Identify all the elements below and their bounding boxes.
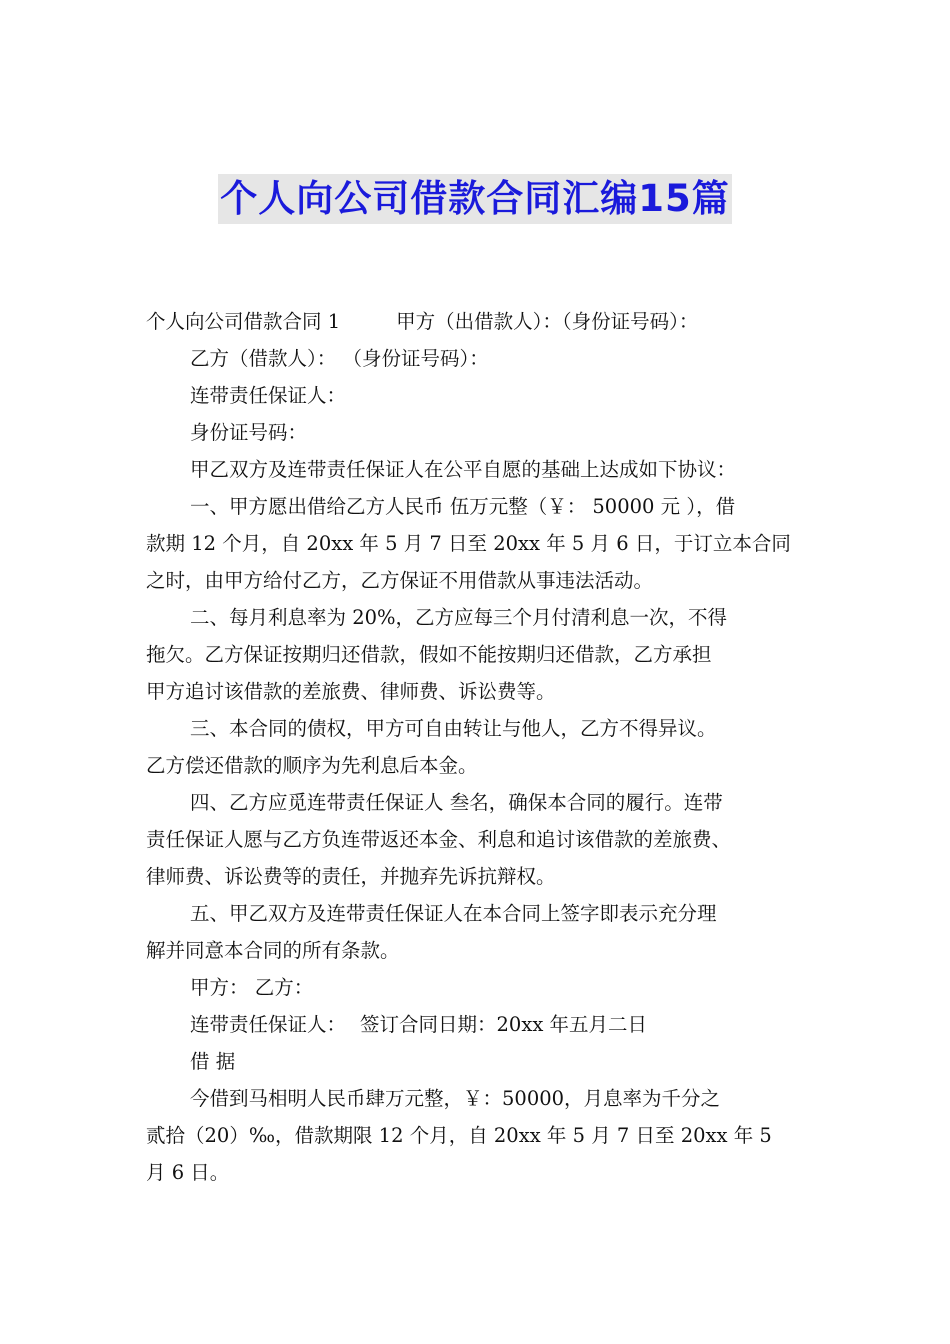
clause-3 [146,710,806,784]
contract-header-line [146,303,806,340]
signing-date: 签订合同日期：20xx 年五月二日 [360,1013,648,1036]
clause-1 [146,488,806,599]
receipt-line: 今借到马相明人民币肆万元整，￥：50000，月息率为千分之 [190,1087,721,1110]
clause-4-line: 责任保证人愿与乙方负连带返还本金、利息和追讨该借款的差旅费、 [146,828,732,851]
clause-2-line: 二、每月利息率为 20%，乙方应每三个月付清利息一次，不得 [190,606,728,629]
receipt-title: 借 据 [190,1050,236,1073]
clause-1-line: 款期 12 个月，自 20xx 年 5 月 7 日至 20xx 年 5 月 6 日，于订立本合同 [146,532,791,555]
agreement-intro: 甲乙双方及连带责任保证人在公平自愿的基础上达成如下协议： [190,458,737,481]
clause-1-line: 一、甲方愿出借给乙方人民币 伍万元整（￥： 50000 元 ），借 [190,495,736,518]
clause-4-line: 四、乙方应觅连带责任保证人 叁名，确保本合同的履行。连带 [190,791,723,814]
clause-2-line: 甲方追讨该借款的差旅费、律师费、诉讼费等。 [146,680,556,703]
guarantor-line: 连带责任保证人： [190,384,347,407]
contract-number: 个人向公司借款合同 1 [146,310,341,333]
clause-5 [146,895,806,969]
clause-2 [146,599,806,710]
clause-3-line: 三、本合同的债权，甲方可自由转让与他人，乙方不得异议。 [190,717,717,740]
signature-parties: 甲方： 乙方： [190,976,314,999]
borrower-line: 乙方（借款人）： （身份证号码）： [190,347,489,370]
lender-line: 甲方（出借款人）：（身份证号码）： [396,310,699,333]
clause-2-line: 拖欠。乙方保证按期归还借款，假如不能按期归还借款，乙方承担 [146,643,712,666]
id-number-line: 身份证号码： [190,421,308,444]
receipt-line: 贰拾（20）‰，借款期限 12 个月，自 20xx 年 5 月 7 日至 20xx 年 5 [146,1124,772,1147]
clause-3-line: 乙方偿还借款的顺序为先利息后本金。 [146,754,478,777]
clause-4 [146,784,806,895]
document-body [146,303,806,1191]
clause-5-line: 五、甲乙双方及连带责任保证人在本合同上签字即表示充分理 [190,902,717,925]
receipt-line: 月 6 日。 [146,1161,230,1184]
title-container [0,174,950,224]
signature-guarantor-date [146,1006,806,1043]
clause-1-line: 之时，由甲方给付乙方，乙方保证不用借款从事违法活动。 [146,569,654,592]
signature-guarantor: 连带责任保证人： [190,1013,347,1036]
clause-4-line: 律师费、诉讼费等的责任，并抛弃先诉抗辩权。 [146,865,556,888]
document-title: 个人向公司借款合同汇编15篇 [218,174,732,224]
receipt-body [146,1080,806,1191]
clause-5-line: 解并同意本合同的所有条款。 [146,939,400,962]
